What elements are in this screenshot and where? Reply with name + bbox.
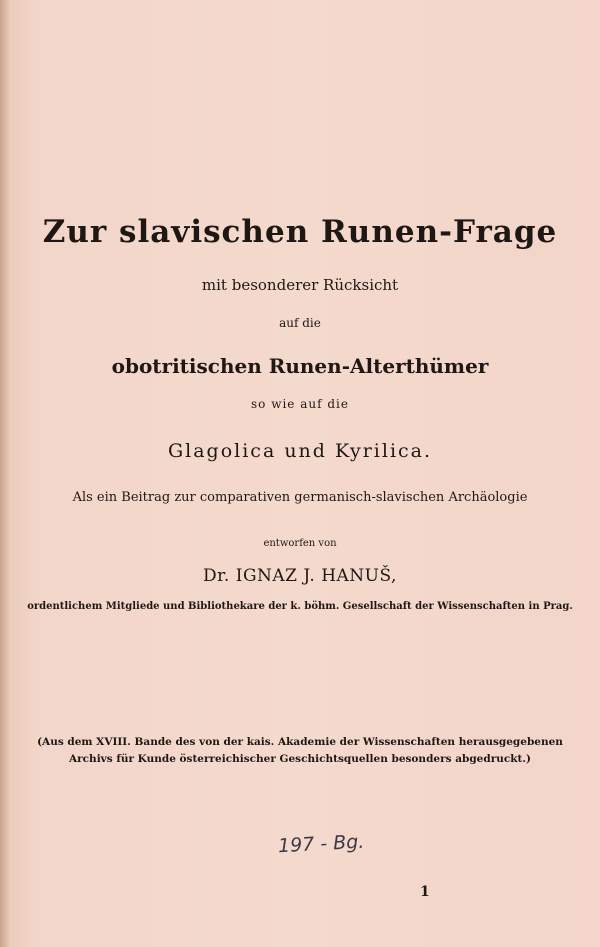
subtitle-line-3: obotritischen Runen-Alterthümer (111, 354, 489, 378)
document-title: Zur slavischen Runen-Frage (42, 214, 558, 250)
binding-shadow (0, 0, 10, 947)
publication-note-line-2: Archivs für Kunde österreichischer Geschichtsquellen besonders abgedruckt.) (68, 753, 532, 765)
page-number: 1 (420, 884, 430, 900)
drafted-by-label: entworfen von (263, 538, 337, 549)
author-name: Dr. IGNAZ J. HANUŠ, (203, 566, 397, 586)
publication-note-line-1: (Aus dem XVIII. Bande des von der kais. Akademie der Wissenschaften herausgegebenen (37, 736, 563, 748)
subtitle-line-2: auf die (279, 316, 321, 330)
subtitle-line-4: so wie auf die (251, 397, 349, 411)
author-affiliation: ordentlichem Mitgliede und Bibliothekare der k. böhm. Gesellschaft der Wissenschaften in Prag. (27, 601, 573, 612)
subtitle-line-6: Als ein Beitrag zur comparativen germanisch-slavischen Archäologie (72, 490, 528, 505)
subtitle-line-5: Glagolica und Kyrilica. (167, 440, 433, 462)
subtitle-line-1: mit besonderer Rücksicht (201, 276, 399, 294)
handwritten-annotation: 197 - Bg. (277, 830, 365, 858)
